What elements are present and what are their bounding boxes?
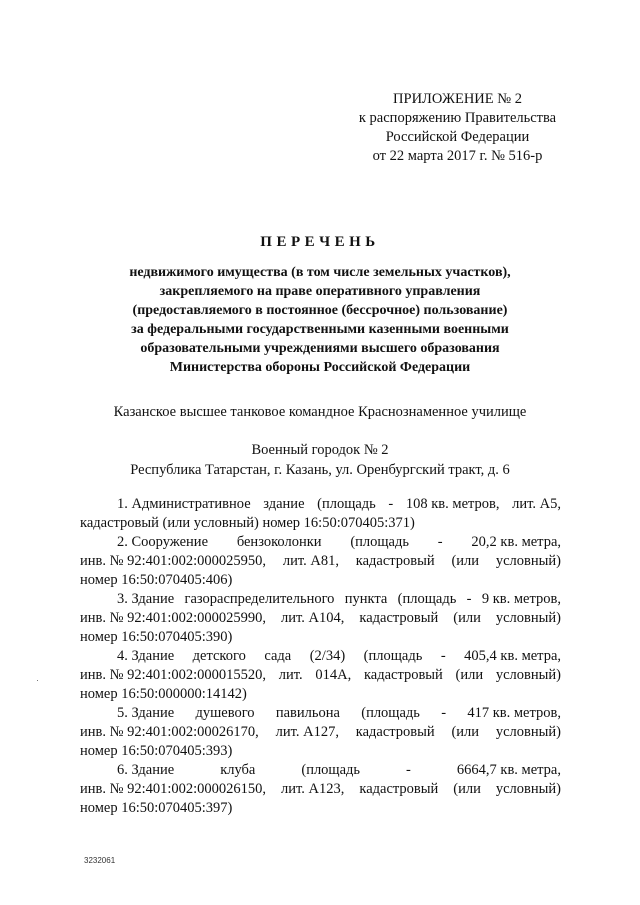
list-item-word: лит. [278, 667, 303, 683]
list-item [80, 495, 561, 533]
list-item-line [80, 552, 561, 571]
list-item-word: (площадь [350, 534, 409, 550]
list-item-word: пункта [344, 591, 388, 607]
list-item-word: 1. Административное [117, 496, 251, 512]
list-item-word: лит. А123, [281, 781, 345, 797]
list-item-word: клуба [220, 762, 256, 778]
list-item-word: 405,4 кв. метра, [464, 648, 561, 664]
list-item-word: душевого [195, 705, 255, 721]
list-item-word: инв. № 92:401:002:000025950, [80, 553, 267, 569]
list-item-word: (площадь [397, 591, 457, 607]
list-item-word: 6664,7 кв. метра, [456, 762, 561, 778]
document-title: ПЕРЕЧЕНЬ [260, 234, 380, 250]
list-item-word: инв. № 92:401:002:000025990, [80, 610, 267, 626]
list-item-line [80, 666, 561, 685]
appendix-number: ПРИЛОЖЕНИЕ № 2 [393, 91, 522, 107]
list-item-word: лит. А127, [275, 724, 339, 740]
list-item-word: 014А, [315, 667, 352, 683]
list-item [80, 533, 561, 590]
list-item-line [80, 780, 561, 799]
list-item-word: 9 кв. метров, [481, 591, 561, 607]
appendix-government: Российской Федерации [385, 129, 530, 145]
list-item-word: кадастровый [355, 724, 435, 740]
list-item-word: инв. № 92:401:002:000015520, [80, 667, 267, 683]
list-item [80, 590, 561, 647]
list-item-word: детского [192, 648, 246, 664]
list-item-word: кадастровый [363, 667, 443, 683]
list-item-word: - [441, 705, 447, 721]
list-item-word: лит. А104, [281, 610, 345, 626]
list-item-word: кадастровый [355, 553, 435, 569]
list-item-word: условный) [495, 553, 561, 569]
institution-name: Казанское высшее танковое командное Краснознаменное училище [113, 404, 527, 420]
list-item-line [80, 723, 561, 742]
scan-speck [37, 680, 38, 681]
subtitle-line: закрепляемого на праве оперативного управления [159, 284, 481, 299]
list-item-word: (площадь [301, 762, 361, 778]
list-item-line [80, 742, 561, 761]
list-item-word: условный) [495, 724, 561, 740]
list-item [80, 647, 561, 704]
list-item-word: лит. А5, [512, 496, 561, 512]
list-item-word: павильона [275, 705, 340, 721]
subtitle-line: образовательными учреждениями высшего образования [140, 341, 500, 356]
document-subtitle [70, 263, 570, 377]
list-item-word: номер 16:50:070405:393) [80, 743, 233, 759]
list-item [80, 704, 561, 761]
list-item-line [80, 704, 561, 723]
footer-code: 3232061 [84, 856, 116, 865]
subtitle-line: за федеральными государственными казенными военными [131, 322, 509, 337]
list-item-line [80, 514, 561, 533]
list-item-word: условный) [495, 781, 561, 797]
list-item-word: условный) [495, 610, 561, 626]
list-item-word: (2/34) [309, 648, 346, 664]
list-item-line [80, 571, 561, 590]
list-item-word: номер 16:50:070405:390) [80, 629, 233, 645]
list-item-word: инв. № 92:401:002:000026150, [80, 781, 267, 797]
list-item-word: (или [453, 781, 481, 797]
list-item-word: - [406, 762, 411, 778]
appendix-reference: к распоряжению Правительства [358, 110, 557, 126]
list-item-line [80, 761, 561, 780]
list-item-word: - [437, 534, 443, 550]
appendix-date: от 22 марта 2017 г. № 516-р [372, 148, 543, 164]
list-item-word: (или [451, 553, 480, 569]
list-item-word: номер 16:50:070405:406) [80, 572, 233, 588]
list-item-word: номер 16:50:070405:397) [80, 800, 233, 816]
list-item-word: здание [263, 496, 305, 512]
subtitle-line: недвижимого имущества (в том числе земельных участков), [129, 265, 511, 280]
list-item-word: (или [455, 667, 484, 683]
list-item-word: (площадь [363, 648, 423, 664]
list-item-word: 3. Здание [117, 591, 175, 607]
list-item [80, 761, 561, 818]
military-town [0, 440, 640, 480]
list-item-word: инв. № 92:401:002:00026170, [80, 724, 259, 740]
town-address: Республика Татарстан, г. Казань, ул. Оренбургский тракт, д. 6 [130, 462, 510, 478]
list-item-word: 6. Здание [117, 762, 175, 778]
list-item-word: - [440, 648, 446, 664]
list-item-line [80, 799, 561, 818]
list-item-line [80, 628, 561, 647]
property-list [80, 495, 561, 818]
list-item-line [80, 495, 561, 514]
list-item-line [80, 647, 561, 666]
list-item-word: 108 кв. метров, [405, 496, 500, 512]
appendix-header [340, 90, 575, 166]
list-item-word: (площадь [361, 705, 420, 721]
list-item-line [80, 609, 561, 628]
subtitle-line: Министерства обороны Российской Федерации [169, 360, 471, 375]
list-item-word: условный) [495, 667, 561, 683]
list-item-word: (площадь [317, 496, 376, 512]
list-item-line [80, 533, 561, 552]
list-item-word: - [466, 591, 472, 607]
list-item-word: газораспределительного [184, 591, 335, 607]
town-name: Военный городок № 2 [251, 442, 389, 458]
list-item-word: 20,2 кв. метра, [471, 534, 561, 550]
list-item-word: номер 16:50:000000:14142) [80, 686, 247, 702]
list-item-word: кадастровый [359, 781, 439, 797]
list-item-word: лит. А81, [282, 553, 339, 569]
subtitle-line: (предоставляемого в постоянное (бессрочное) пользование) [132, 303, 508, 318]
list-item-word: 4. Здание [117, 648, 175, 664]
list-item-word: 417 кв. метров, [467, 705, 561, 721]
list-item-line [80, 590, 561, 609]
list-item-word: кадастровый [359, 610, 439, 626]
list-item-word: бензоколонки [236, 534, 322, 550]
list-item-line [80, 685, 561, 704]
list-item-word: - [388, 496, 394, 512]
list-item-word: 5. Здание [117, 705, 175, 721]
list-item-word: 2. Сооружение [117, 534, 209, 550]
list-item-word: кадастровый (или условный) номер 16:50:070405:371) [80, 515, 415, 531]
list-item-word: (или [453, 610, 481, 626]
list-item-word: (или [451, 724, 480, 740]
list-item-word: сада [264, 648, 292, 664]
